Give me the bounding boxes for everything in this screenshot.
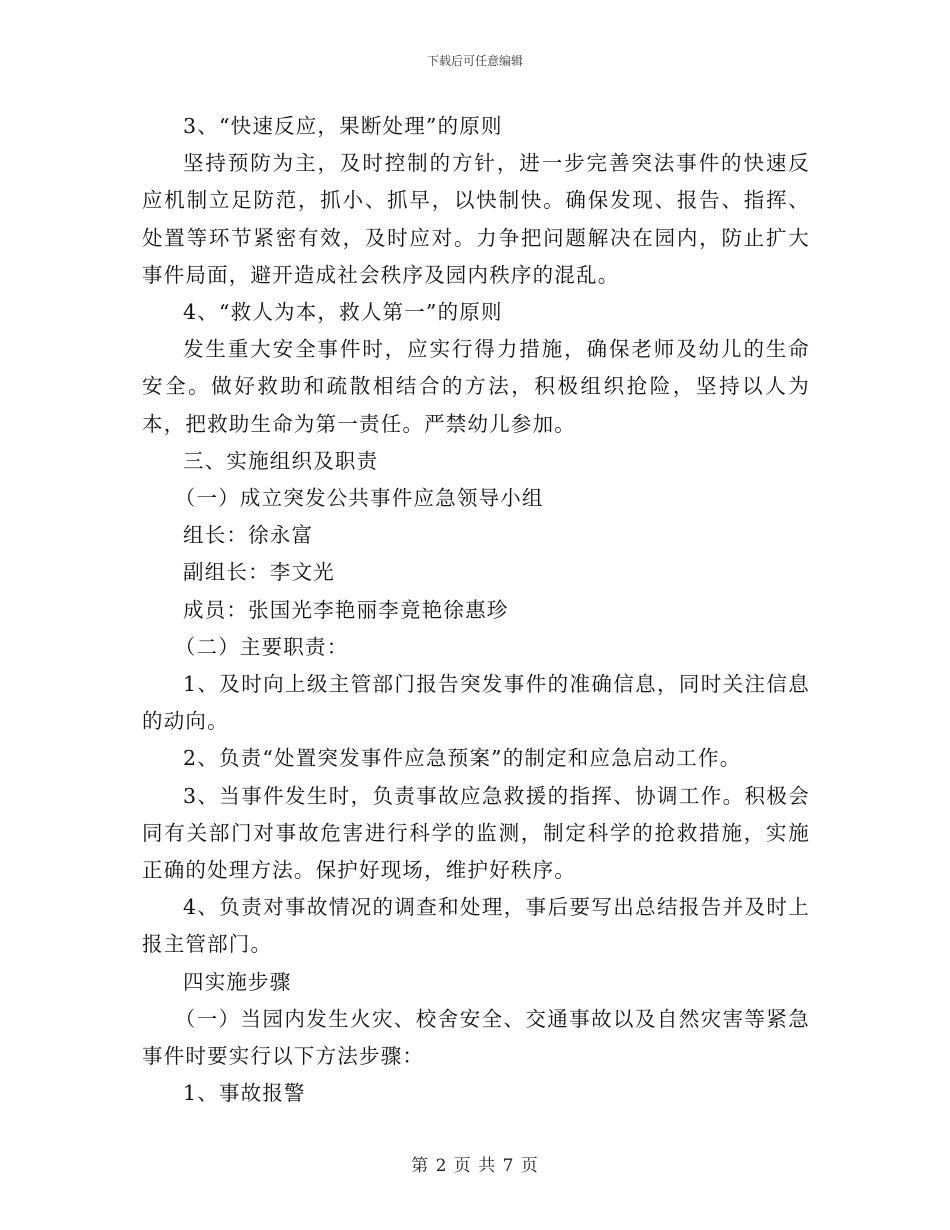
step-item-1: 1、事故报警 xyxy=(183,1081,306,1106)
principle-heading-4: 4、“救人为本，救人第一”的原则 xyxy=(183,300,503,325)
page-number-footer: 第 2 页 共 7 页 xyxy=(411,1156,539,1176)
subsection-heading-duties: （二）主要职责： xyxy=(174,634,349,659)
duty-item-2: 2、负责“处置突发事件应急预案”的制定和应急启动工作。 xyxy=(183,746,742,771)
section-heading-organization: 三、实施组织及职责 xyxy=(183,448,379,473)
group-leader-line: 组长：徐永富 xyxy=(183,523,314,548)
document-body xyxy=(142,108,810,1112)
duty-item-3: 3、当事件发生时，负责事故应急救援的指挥、协调工作。积极会同有关部门对事故危害进行科学的监测，制定科学的抢救措施，实施正确的处理方法。保护好现场，维护好秩序。 xyxy=(142,783,810,883)
paragraph-rescue: 发生重大安全事件时，应实行得力措施，确保老师及幼儿的生命安全。做好救助和疏散相结合的方法，积极组织抢险，坚持以人为本，把救助生命为第一责任。严禁幼儿参加。 xyxy=(142,337,810,436)
duty-item-4: 4、负责对事故情况的调查和处理，事后要写出总结报告并及时上报主管部门。 xyxy=(142,895,810,957)
deputy-leader-line: 副组长：李文光 xyxy=(183,560,335,585)
subsection-heading-leading-group: （一）成立突发公共事件应急领导小组 xyxy=(174,486,544,511)
section-heading-steps: 四实施步骤 xyxy=(183,969,292,994)
duty-item-1: 1、及时向上级主管部门报告突发事件的准确信息，同时关注信息的动向。 xyxy=(142,672,810,734)
page-header: 下载后可任意编辑 xyxy=(426,54,523,68)
paragraph-prevention: 坚持预防为主，及时控制的方针，进一步完善突法事件的快速反应机制立足防范，抓小、抓早，以快制快。确保发现、报告、指挥、处置等环节紧密有效，及时应对。力争把问题解决在园内，防止扩大事件局面，避开造成社会秩序及园内秩序的混乱。 xyxy=(142,151,810,287)
members-line: 成员：张国光李艳丽李竟艳徐惠珍 xyxy=(183,597,509,622)
principle-heading-3: 3、“快速反应，果断处理”的原则 xyxy=(183,114,503,138)
steps-intro-paragraph: （一）当园内发生火灾、校舍安全、交通事故以及自然灾害等紧急事件时要实行以下方法步骤： xyxy=(142,1006,810,1069)
